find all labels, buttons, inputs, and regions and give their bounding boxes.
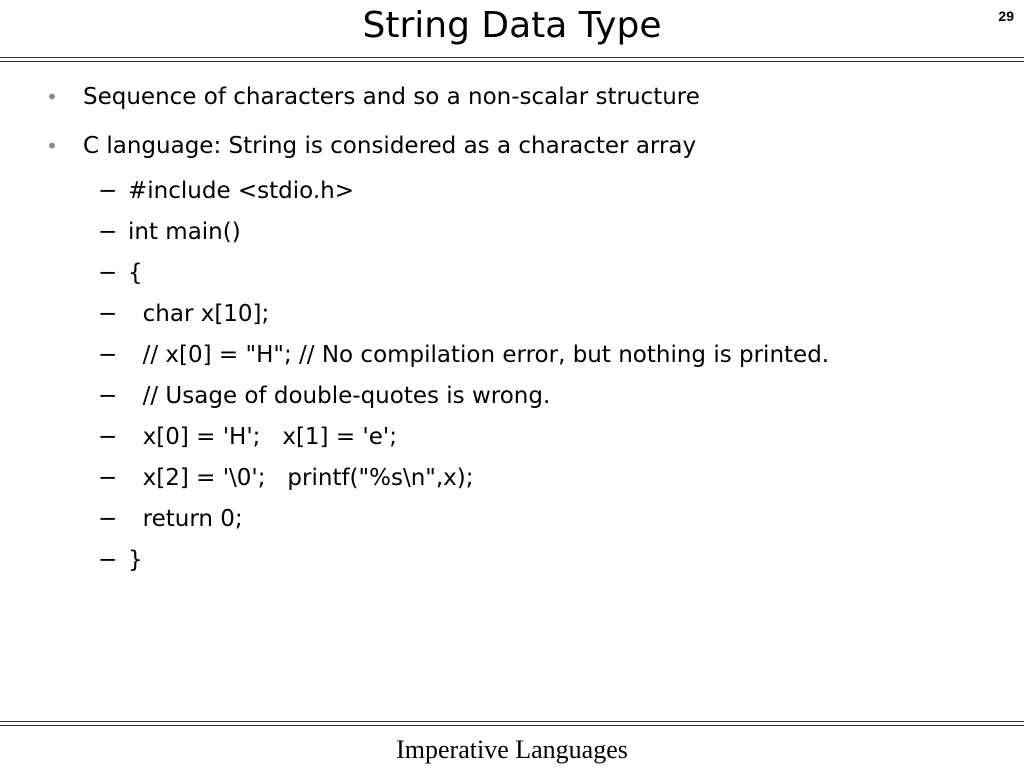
dash-marker: −	[98, 424, 118, 450]
dash-marker: −	[98, 465, 118, 491]
dash-marker: −	[98, 260, 118, 286]
code-text: x[0] = 'H'; x[1] = 'e';	[128, 424, 397, 450]
code-text: return 0;	[128, 506, 243, 532]
header-rule-top	[0, 57, 1024, 58]
code-text: x[2] = '\0'; printf("%s\n",x);	[128, 465, 474, 491]
code-line	[0, 545, 143, 665]
code-text: }	[128, 547, 143, 573]
dash-marker: −	[98, 506, 118, 532]
page-number: 29	[998, 8, 1014, 24]
footer-rule-bottom	[0, 725, 1024, 726]
dash-marker: −	[98, 178, 118, 204]
code-text: {	[128, 260, 143, 286]
code-text: #include <stdio.h>	[128, 178, 355, 204]
code-text: // x[0] = "H"; // No compilation error, but nothing is printed.	[128, 342, 830, 368]
bullet-text: Sequence of characters and so a non-scalar structure	[83, 84, 700, 110]
code-text: // Usage of double-quotes is wrong.	[128, 383, 551, 409]
code-text: char x[10];	[128, 301, 270, 327]
slide-footer: Imperative Languages	[396, 735, 628, 764]
bullet-marker: •	[46, 85, 58, 109]
header-rule-bottom	[0, 61, 1024, 62]
footer-rule-top	[0, 721, 1024, 722]
bullet-text: C language: String is considered as a character array	[83, 133, 697, 159]
dash-marker: −	[98, 547, 118, 573]
dash-marker: −	[98, 342, 118, 368]
dash-marker: −	[98, 383, 118, 409]
slide-title: String Data Type	[362, 5, 662, 46]
dash-marker: −	[98, 301, 118, 327]
bullet-marker: •	[46, 134, 58, 158]
code-text: int main()	[128, 219, 241, 245]
dash-marker: −	[98, 219, 118, 245]
